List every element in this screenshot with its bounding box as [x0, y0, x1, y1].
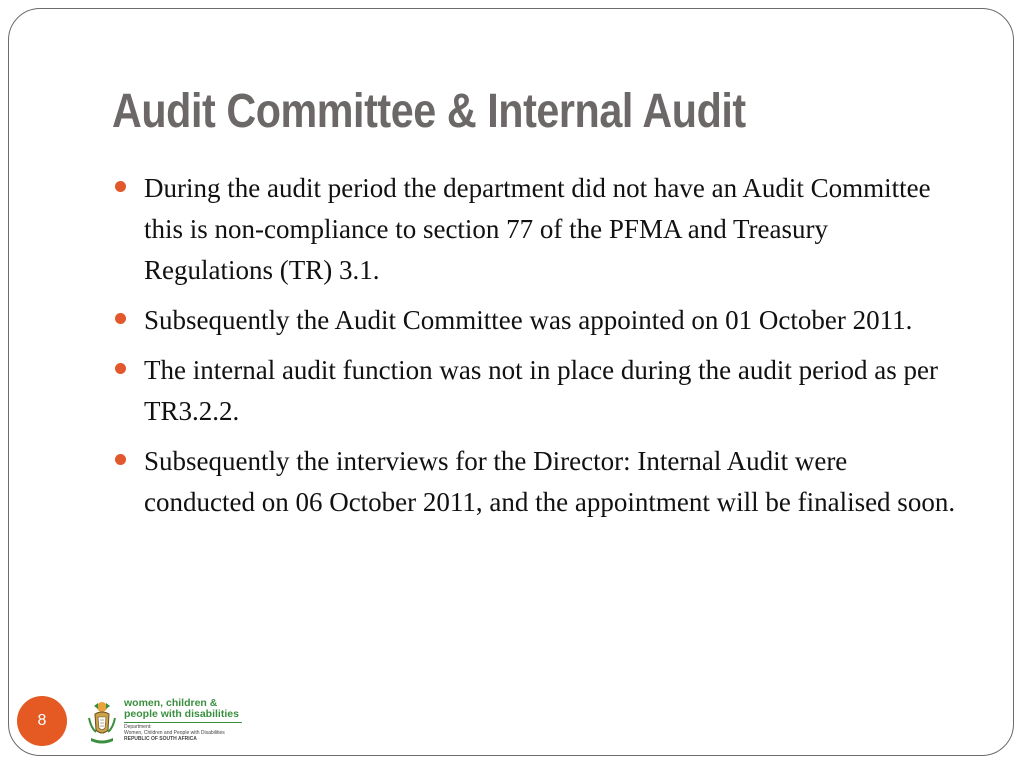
bullet-item — [115, 350, 960, 432]
logo-line-2: people with disabilities — [124, 708, 239, 720]
bullet-point-icon — [115, 313, 126, 324]
page-number-badge — [17, 696, 67, 746]
page-number: 8 — [37, 712, 47, 729]
department-logo — [84, 698, 254, 746]
bullet-text: The internal audit function was not in place during the audit period as per TR3.2.2. — [144, 355, 939, 426]
bullet-text: During the audit period the department did not have an Audit Committee this is non-compliance to section 77 of the PFMA and Treasury Regulations (TR) 3.1. — [144, 173, 931, 285]
logo-country: REPUBLIC OF SOUTH AFRICA — [124, 736, 197, 742]
bullet-point-icon — [115, 363, 126, 374]
bullet-list — [115, 168, 960, 532]
logo-divider — [124, 722, 242, 723]
bullet-item — [115, 441, 960, 523]
bullet-text: Subsequently the Audit Committee was appointed on 01 October 2011. — [144, 305, 913, 335]
bullet-item — [115, 168, 960, 291]
bullet-text: Subsequently the interviews for the Director: Internal Audit were conducted on 06 October 2011, and the appointment will be finalised soon. — [144, 446, 956, 517]
bullet-point-icon — [115, 181, 126, 192]
logo-line-1: women, children & — [124, 697, 218, 709]
logo-text — [124, 698, 254, 742]
coat-of-arms-icon — [84, 698, 120, 746]
logo-department-name: Women, Children and People with Disabilities — [124, 730, 225, 736]
slide-title: Audit Committee & Internal Audit — [112, 85, 746, 138]
bullet-item — [115, 300, 960, 341]
logo-department-label: Department: — [124, 724, 152, 730]
bullet-point-icon — [115, 454, 126, 465]
